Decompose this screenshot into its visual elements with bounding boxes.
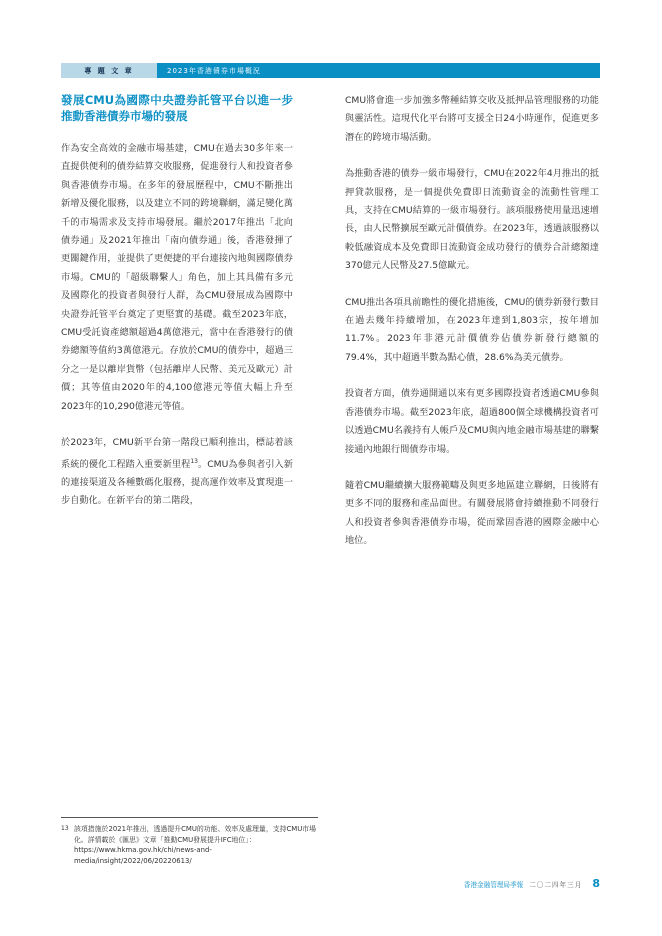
- footnote-ref[interactable]: 13: [190, 457, 198, 465]
- section-label: 專 題 文 章: [61, 63, 157, 78]
- paragraph-4: 為推動香港的債券一級市場發行，CMU在2022年4月推出的抵押貸款服務，是一個提供免費即日流動資金的流動性管理工具，支持在CMU結算的一級市場發行。該項服務使用量迅速增長，由人民幣擴展至歐元計價債券。在2023年，透過該服務以較低融資成本及免費即日流動資金成功發行的債券合計總額達370億元人民幣及27.5億歐元。: [345, 168, 599, 272]
- footnote-text: 該項措施於2021年推出，透過提升CMU的功能、效率及處理量，支持CMU市場化。詳情載於《匯思》文章「推動CMU發展提升IFC地位」：https://www.hkma.gov.hk/chi/news-and-media/insight/2022/06/20220613/: [74, 825, 317, 865]
- paragraph-6: 投資者方面，債券通開通以來有更多國際投資者透過CMU參與香港債券市場。截至2023年底，超過800個全球機構投資者可以透過CMU名義持有人帳戶及CMU與內地金融市場基建的聯繫接通內地銀行間債券市場。: [345, 388, 599, 455]
- footnote: [61, 824, 319, 866]
- page-header-bar: [61, 63, 600, 78]
- paragraph-2-part-a: 於2023年，CMU新平台第一階段已順利推出，標誌着該系統的優化工程踏入重要新里程: [61, 437, 293, 470]
- page-number: 8: [592, 877, 600, 890]
- right-column: [345, 92, 599, 569]
- paragraph-7: 隨着CMU繼續擴大服務範疇及與更多地區建立聯網，日後將有更多不同的服務和產品面世。有關發展將會持續推動不同發行人和投資者參與香港債券市場，從而鞏固香港的國際金融中心地位。: [345, 479, 599, 547]
- publication-date: 二〇二四年三月: [529, 880, 583, 889]
- header-title: 2023年香港債券市場概況: [167, 66, 261, 75]
- article-heading: 發展CMU為國際中央證券託管平台以進一步推動香港債券市場的發展: [61, 93, 293, 123]
- paragraph-2-part-b: 。CMU為參與者引入新的連接渠道及各種數碼化服務，提高運作效率及實現進一步自動化。在新平台的第二階段，: [61, 458, 293, 507]
- publication-name: 香港金融管理局季報: [463, 880, 524, 889]
- paragraph-2: [61, 434, 293, 511]
- paragraph-3: CMU將會進一步加強多幣種結算交收及抵押品管理服務的功能與靈活性。這現代化平台將可支援全日24小時運作，促進更多潛在的跨境市場活動。: [345, 95, 599, 143]
- footnote-divider: [61, 817, 318, 818]
- paragraph-1: 作為安全高效的金融市場基建，CMU在過去30多年來一直提供便利的債券結算交收服務，促進發行人和投資者參與香港債券市場。在多年的發展歷程中，CMU不斷推出新增及優化服務，以及建立不同的跨境聯網，滿足變化萬千的市場需求及支持市場發展。繼於2017年推出「北向債券通」及2021年推出「南向債券通」後，香港發揮了更關鍵作用，並提供了更便捷的平台連接內地與國際債券市場。CMU的「超級聯繫人」角色，加上其具備有多元及國際化的投資者與發行人群，為CMU發展成為國際中央證券託管平台奠定了更堅實的基礎。截至2023年底，CMU受託資產總額超過4萬億港元，當中在香港發行的債券總額等值約3萬億港元。存放於CMU的債券中，超過三分之一是以離岸貨幣（包括離岸人民幣、美元及歐元）計價；其等值由2020年的4,100億港元等值大幅上升至2023年的10,290億港元等值。: [61, 143, 293, 412]
- left-column: [61, 92, 293, 529]
- page-footer: [464, 877, 600, 890]
- paragraph-5: CMU推出各項具前瞻性的優化措施後，CMU的債券新發行數目在過去幾年持續增加，在2023年達到1,803宗，按年增加11.7%。2023年非港元計價債券佔債券新發行總額的79.4%，其中超過半數為點心債，28.6%為美元債券。: [345, 296, 599, 363]
- footnote-number: 13: [61, 825, 69, 832]
